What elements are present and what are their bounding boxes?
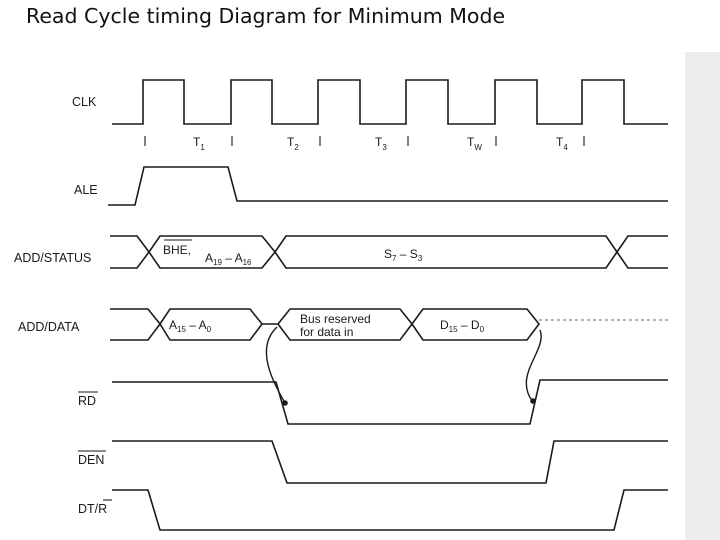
- label-add-status: ADD/STATUS: [14, 251, 92, 265]
- label-rd: RD: [78, 394, 97, 408]
- state-tw: $T_W$: [467, 135, 482, 152]
- dtr-wave: [112, 490, 668, 530]
- label-dt-r: [78, 502, 107, 516]
- state-t2: $T_2$: [287, 135, 299, 152]
- bus-a15-a0: $A_{15} - A_0$: [169, 318, 212, 334]
- rd-marker-right: [530, 398, 536, 404]
- rd-data-relation-right: [526, 330, 541, 402]
- rd-wave: [112, 380, 668, 424]
- state-t1: $T_1$: [193, 135, 205, 152]
- bus-a19-a16: $A_{19} - A_{16}$: [205, 251, 252, 267]
- bus-s7-s3: $S_7 - S_3$: [384, 247, 423, 263]
- den-wave: [112, 441, 668, 483]
- clk-wave: [112, 80, 668, 124]
- bus-reserved-line2: for data in: [300, 325, 354, 339]
- page-title: Read Cycle timing Diagram for Minimum Mode: [26, 4, 506, 28]
- label-den: DEN: [78, 453, 105, 467]
- ale-wave: [108, 167, 668, 205]
- label-r: R: [98, 502, 108, 516]
- rd-data-relation-left: [266, 327, 285, 403]
- label-dt: DT/: [78, 502, 99, 516]
- rd-marker-left: [282, 400, 288, 406]
- bus-bhe: BHE,: [163, 243, 192, 257]
- label-clk: CLK: [72, 95, 97, 109]
- state-t3: $T_3$: [375, 135, 387, 152]
- bus-reserved-line1: Bus reserved: [300, 312, 371, 326]
- bus-d15-d0: $D_{15} - D_0$: [440, 318, 485, 334]
- state-t4: $T_4$: [556, 135, 568, 152]
- label-add-data: ADD/DATA: [18, 320, 80, 334]
- label-ale: ALE: [74, 183, 98, 197]
